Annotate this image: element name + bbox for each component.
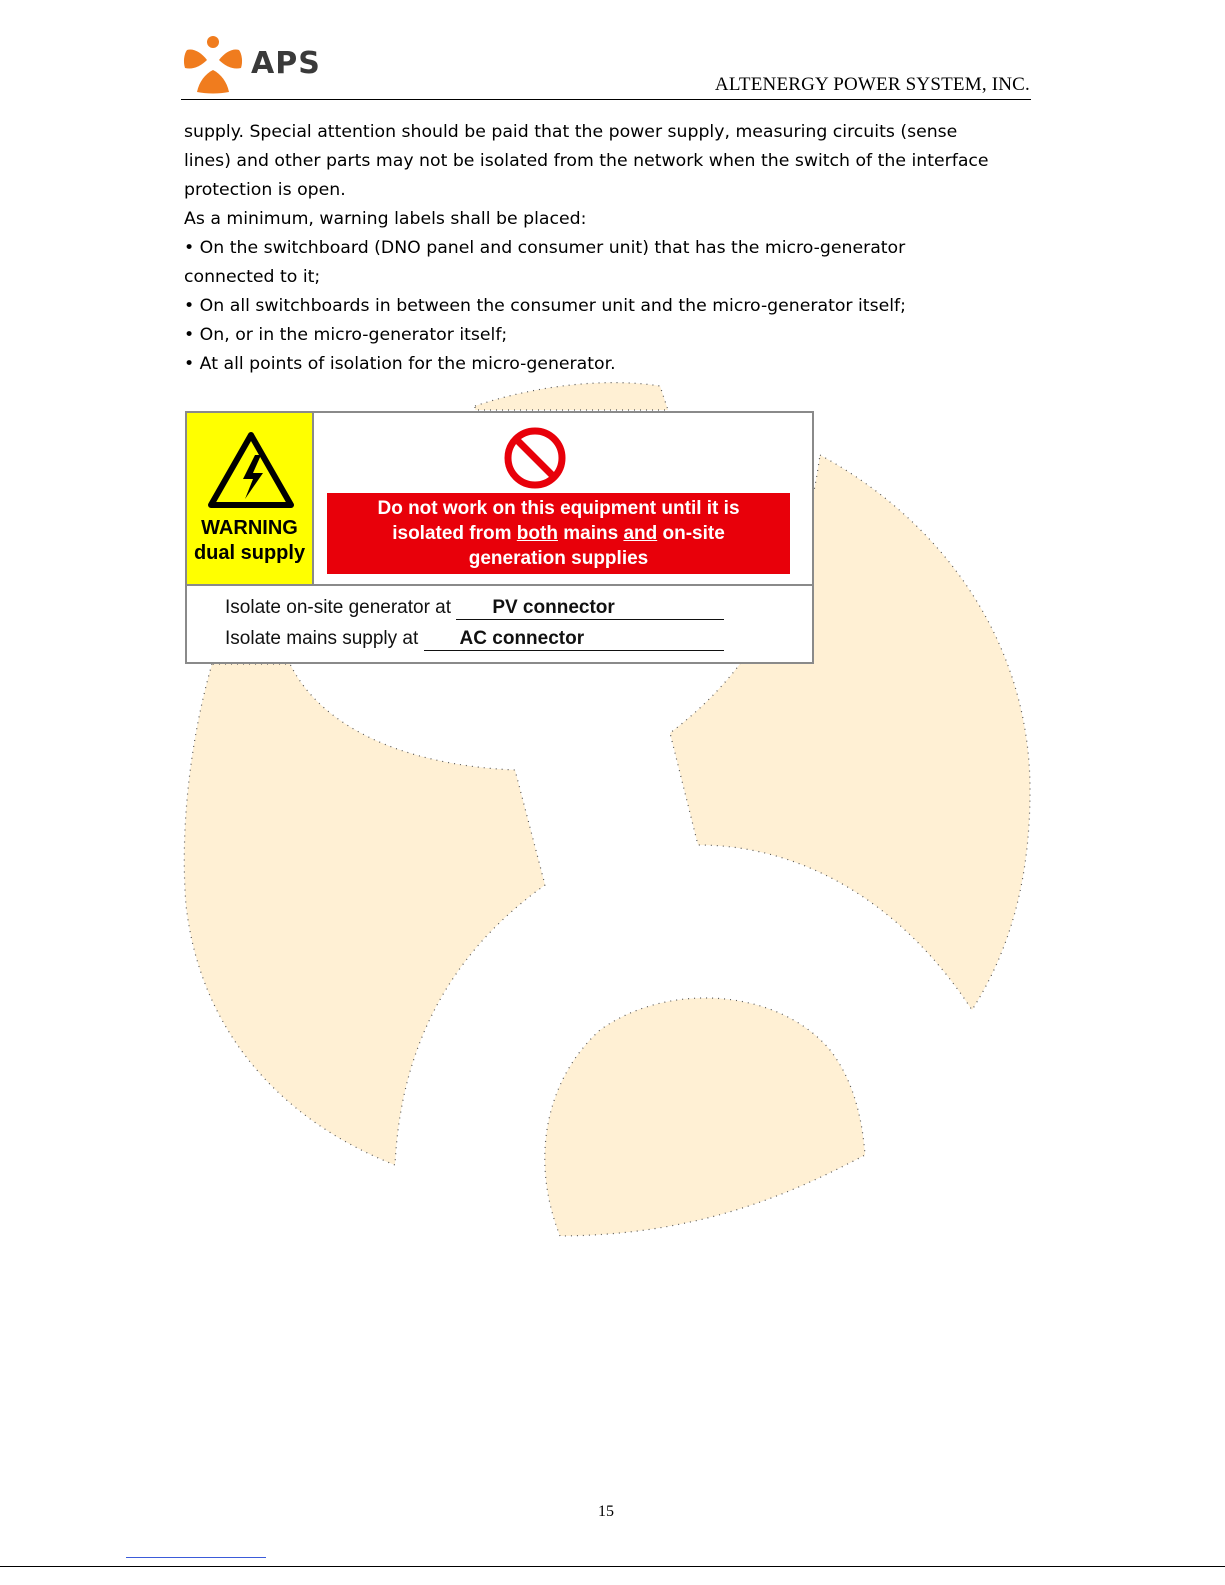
emphasis-both: both [516,523,558,544]
danger-line: generation supplies [468,548,649,569]
body-line: lines) and other parts may not be isolated from the network when the switch of the interface [184,151,989,171]
bullet-item-continuation: connected to it; [184,267,321,287]
warning-label-sign [185,411,814,664]
isolation-row-generator [225,597,724,620]
watermark-petal-left [184,664,545,1165]
footer-link-underline [126,1557,266,1558]
watermark-petal-top [475,383,668,410]
isolation-point-value: AC connector [424,628,724,651]
danger-line: Do not work on this equipment until it is [377,498,740,519]
prohibition-icon [502,425,568,491]
isolation-row-mains [225,628,724,651]
aps-logo [183,36,328,94]
header-divider [181,99,1031,100]
bullet-item: • On, or in the micro-generator itself; [184,325,508,345]
logo-text: APS [251,46,321,81]
isolation-label: Isolate mains supply at [225,628,419,649]
emphasis-and: and [623,523,658,544]
body-line: supply. Special attention should be paid that the power supply, measuring circuits (sense [184,122,958,142]
bullet-item: • On all switchboards in between the consumer unit and the micro-generator itself; [184,296,906,316]
danger-message [327,493,790,574]
footer-divider [0,1566,1225,1567]
company-name: ALTENERGY POWER SYSTEM, INC. [714,74,1030,95]
bullet-item: • On the switchboard (DNO panel and consumer unit) that has the micro-generator [184,238,906,258]
warning-panel [187,413,314,584]
dual-supply-text: dual supply [193,542,306,564]
isolation-label: Isolate on-site generator at [225,597,452,618]
body-text [184,118,1044,379]
sign-top-section [187,413,812,586]
warning-text: WARNING [201,517,298,539]
high-voltage-icon [207,431,295,511]
watermark-petal-bottom [545,998,865,1236]
bullet-item: • At all points of isolation for the micro-generator. [184,354,616,374]
body-line: protection is open. [184,180,346,200]
page-number: 15 [598,1503,614,1520]
aps-logo-icon [183,36,243,94]
danger-line: isolated from both mains and on-site [392,523,725,544]
body-line: As a minimum, warning labels shall be placed: [184,209,587,229]
isolation-point-value: PV connector [456,597,724,620]
